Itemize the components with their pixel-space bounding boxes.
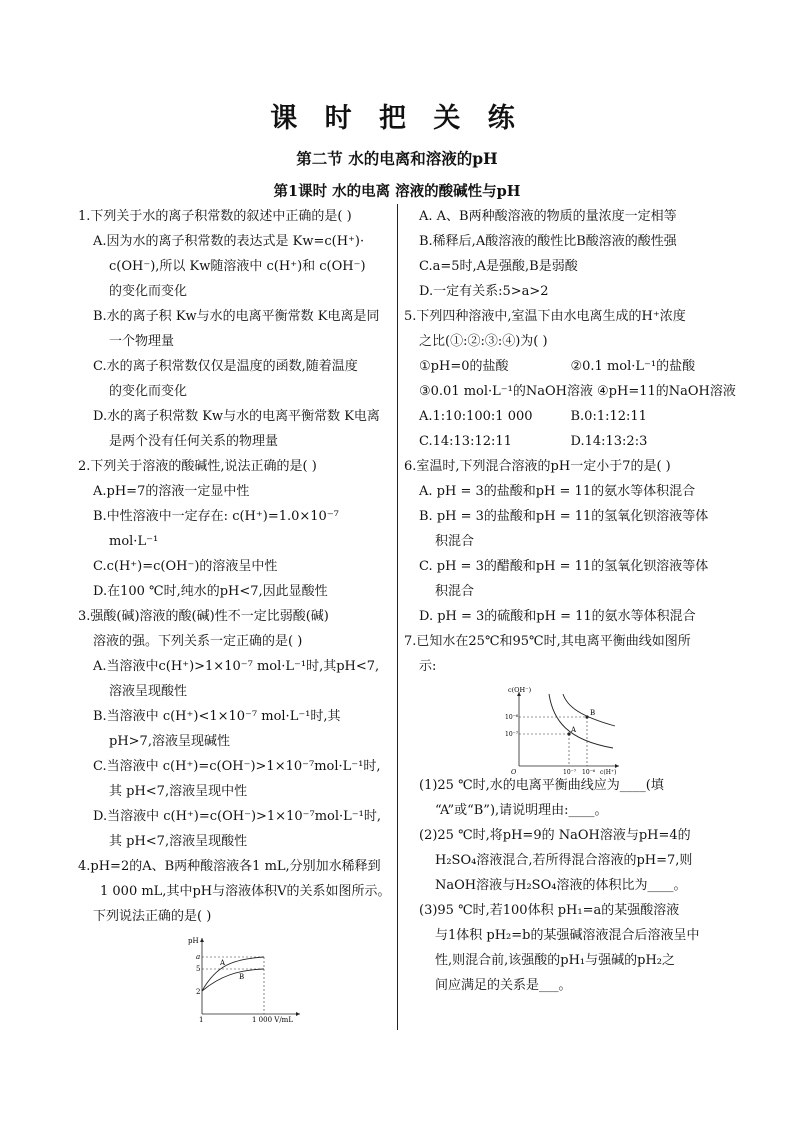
- right-after-line: D. pH = 3的硫酸和pH = 11的氨水等体积混合: [419, 609, 696, 624]
- left-line: 溶液的强。下列关系一定正确的是( ): [93, 634, 303, 649]
- left-line: B.中性溶液中一定存在: c(H⁺)=1.0×10⁻⁷: [93, 509, 339, 524]
- left-line: A.pH=7的溶液一定显中性: [93, 484, 250, 499]
- left-line: 的变化而变化: [109, 384, 188, 399]
- right-column: [404, 204, 736, 998]
- figure-q4-ph-dilution: [186, 932, 306, 1024]
- left-column: [78, 204, 394, 929]
- fig7-tick-x1: 10⁻⁷: [563, 769, 577, 776]
- fig4-y-arrow: [200, 938, 204, 942]
- right-before-line: 之比(①:②:③:④)为( ): [419, 334, 548, 349]
- right-before-line: B.稀释后,A酸溶液的酸性比B酸溶液的酸性强: [419, 234, 677, 249]
- lesson-title: 第1课时 水的电离 溶液的酸碱性与pH: [273, 183, 521, 200]
- left-line: C.当溶液中 c(H⁺)=c(OH⁻)>1×10⁻⁷mol·L⁻¹时,: [93, 759, 381, 774]
- left-line: 1.下列关于水的离子积常数的叙述中正确的是( ): [78, 209, 352, 224]
- q5-options-row-1: [404, 404, 722, 429]
- right-before-line: 5.下列四种溶液中,室温下由水电离生成的H⁺浓度: [404, 309, 686, 324]
- fig4-tick-5: 5: [196, 965, 201, 973]
- fig7-curve-a: [549, 694, 613, 748]
- q5-option-b: B.0:1:12:11: [570, 409, 647, 424]
- fig4-tick-a: a: [196, 953, 201, 961]
- right-questions-middle: [404, 454, 722, 679]
- right-after-line: B. pH = 3的盐酸和pH = 11的氢氧化钡溶液等体: [419, 509, 709, 524]
- right-q7-line: “A”或“B”),请说明理由:____。: [435, 803, 608, 818]
- fig7-x-arrow: [615, 764, 619, 768]
- page-title: 课 时 把 关 练: [270, 103, 524, 134]
- right-q7-line: NaOH溶液与H₂SO₄溶液的体积比为____。: [435, 878, 687, 893]
- left-line: C.水的离子积常数仅仅是温度的函数,随着温度: [93, 359, 358, 374]
- right-after-line: 示:: [419, 659, 437, 674]
- right-after-line: A. pH = 3的盐酸和pH = 11的氨水等体积混合: [419, 484, 696, 499]
- fig4-curve-b: [202, 969, 264, 991]
- left-line: c(OH⁻),所以 Kw随溶液中 c(H⁺)和 c(OH⁻): [109, 259, 366, 274]
- fig7-tick-x2: 10⁻⁶: [582, 769, 596, 776]
- left-line: D.当溶液中 c(H⁺)=c(OH⁻)>1×10⁻⁷mol·L⁻¹时,: [93, 809, 381, 824]
- right-after-line: 7.已知水在25℃和95℃时,其电离平衡曲线如图所: [404, 634, 691, 649]
- q5-solutions-row-2: [404, 379, 736, 404]
- right-q7-line: 间应满足的关系是___。: [435, 978, 572, 993]
- left-line: 2.下列关于溶液的酸碱性,说法正确的是( ): [78, 459, 317, 474]
- right-q7-line: (1)25 ℃时,水的电离平衡曲线应为____(填: [419, 778, 664, 793]
- right-q7-line: 性,则混合前,该强酸的pH₁与强碱的pH₂之: [435, 953, 676, 968]
- right-after-line: 积混合: [435, 534, 475, 549]
- left-line: 其 pH<7,溶液呈现中性: [109, 784, 248, 799]
- right-questions-start: [404, 204, 722, 354]
- left-line: mol·L⁻¹: [109, 534, 159, 549]
- left-line: 一个物理量: [109, 334, 175, 349]
- q5-options-row-2: [404, 429, 722, 454]
- right-q7-line: (3)95 ℃时,若100体积 pH₁=a的某强酸溶液: [419, 903, 680, 918]
- fig4-label-a: A: [220, 959, 226, 967]
- fig7-label-b: B: [590, 709, 596, 717]
- q5-solution-4: ④pH=11的NaOH溶液: [597, 384, 736, 399]
- right-q7-line: (2)25 ℃时,将pH=9的 NaOH溶液与pH=4的: [419, 828, 691, 843]
- fig7-label-a: A: [571, 726, 577, 734]
- left-line: 溶液呈现酸性: [109, 684, 188, 699]
- left-line: B.水的离子积 Kw与水的电离平衡常数 K电离是同: [93, 309, 380, 324]
- q5-solution-2: ②0.1 mol·L⁻¹的盐酸: [570, 359, 696, 374]
- fig7-point-b: [585, 715, 588, 718]
- figure-q7-water-ionization: [505, 684, 625, 778]
- fig4-y-label: pH: [188, 937, 199, 945]
- right-after-line: 6.室温时,下列混合溶液的pH一定小于7的是( ): [404, 459, 671, 474]
- left-line: D.在100 ℃时,纯水的pH<7,因此显酸性: [93, 584, 328, 599]
- left-line: 下列说法正确的是( ): [93, 909, 212, 924]
- right-before-line: A. A、B两种酸溶液的物质的量浓度一定相等: [419, 209, 677, 224]
- left-line: pH>7,溶液呈现碱性: [109, 734, 230, 749]
- fig7-x-label: c(H⁺): [600, 769, 617, 776]
- fig7-curve-b: [563, 694, 615, 726]
- right-after-line: 积混合: [435, 584, 475, 599]
- q5-solution-1: ①pH=0的盐酸: [419, 359, 509, 374]
- fig7-tick-y2: 10⁻⁷: [505, 731, 519, 738]
- q5-option-d: D.14:13:2:3: [570, 434, 648, 449]
- left-line: 其 pH<7,溶液呈现酸性: [109, 834, 248, 849]
- fig4-tick-1000: 1 000 V/mL: [252, 1016, 293, 1024]
- fig7-tick-y1: 10⁻⁶: [505, 714, 519, 721]
- left-line: 4.pH=2的A、B两种酸溶液各1 mL,分别加水稀释到: [78, 859, 381, 874]
- fig7-y-label: c(OH⁻): [508, 686, 532, 694]
- left-line: A.当溶液中c(H⁺)>1×10⁻⁷ mol·L⁻¹时,其pH<7,: [93, 659, 380, 674]
- right-q7-line: 与1体积 pH₂=b的某强碱溶液混合后溶液呈中: [435, 928, 700, 943]
- left-line: 的变化而变化: [109, 284, 188, 299]
- fig4-tick-2: 2: [196, 988, 201, 996]
- fig7-origin: O: [511, 768, 517, 776]
- q5-option-a: A.1:10:100:1 000: [419, 409, 533, 424]
- fig4-x-arrow: [296, 1012, 300, 1016]
- left-line: D.水的离子积常数 Kw与水的电离平衡常数 K电离: [93, 409, 380, 424]
- left-line: A.因为水的离子积常数的表达式是 Kw=c(H⁺)·: [93, 234, 365, 249]
- section-title: 第二节 水的电离和溶液的pH: [296, 149, 498, 168]
- left-line: C.c(H⁺)=c(OH⁻)的溶液呈中性: [93, 559, 278, 574]
- q5-option-c: C.14:13:12:11: [419, 434, 512, 449]
- q5-solution-3: ③0.01 mol·L⁻¹的NaOH溶液: [419, 384, 594, 399]
- left-line: 1 000 mL,其中pH与溶液体积V的关系如图所示。: [100, 884, 391, 899]
- column-divider: [397, 204, 398, 1030]
- left-line: 是两个没有任何关系的物理量: [109, 434, 279, 449]
- q5-solutions-row-1: [404, 354, 722, 379]
- right-q7-line: H₂SO₄溶液混合,若所得混合溶液的pH=7,则: [435, 853, 693, 868]
- right-before-line: D.一定有关系:5>a>2: [419, 284, 549, 299]
- right-before-line: C.a=5时,A是强酸,B是弱酸: [419, 259, 578, 274]
- left-line: B.当溶液中 c(H⁺)<1×10⁻⁷ mol·L⁻¹时,其: [93, 709, 341, 724]
- left-line: 3.强酸(碱)溶液的酸(碱)性不一定比弱酸(碱): [78, 609, 329, 624]
- right-after-line: C. pH = 3的醋酸和pH = 11的氢氧化钡溶液等体: [419, 559, 709, 574]
- fig4-tick-1: 1: [199, 1016, 204, 1024]
- question-7-parts: [404, 773, 722, 998]
- fig4-label-b: B: [239, 973, 245, 981]
